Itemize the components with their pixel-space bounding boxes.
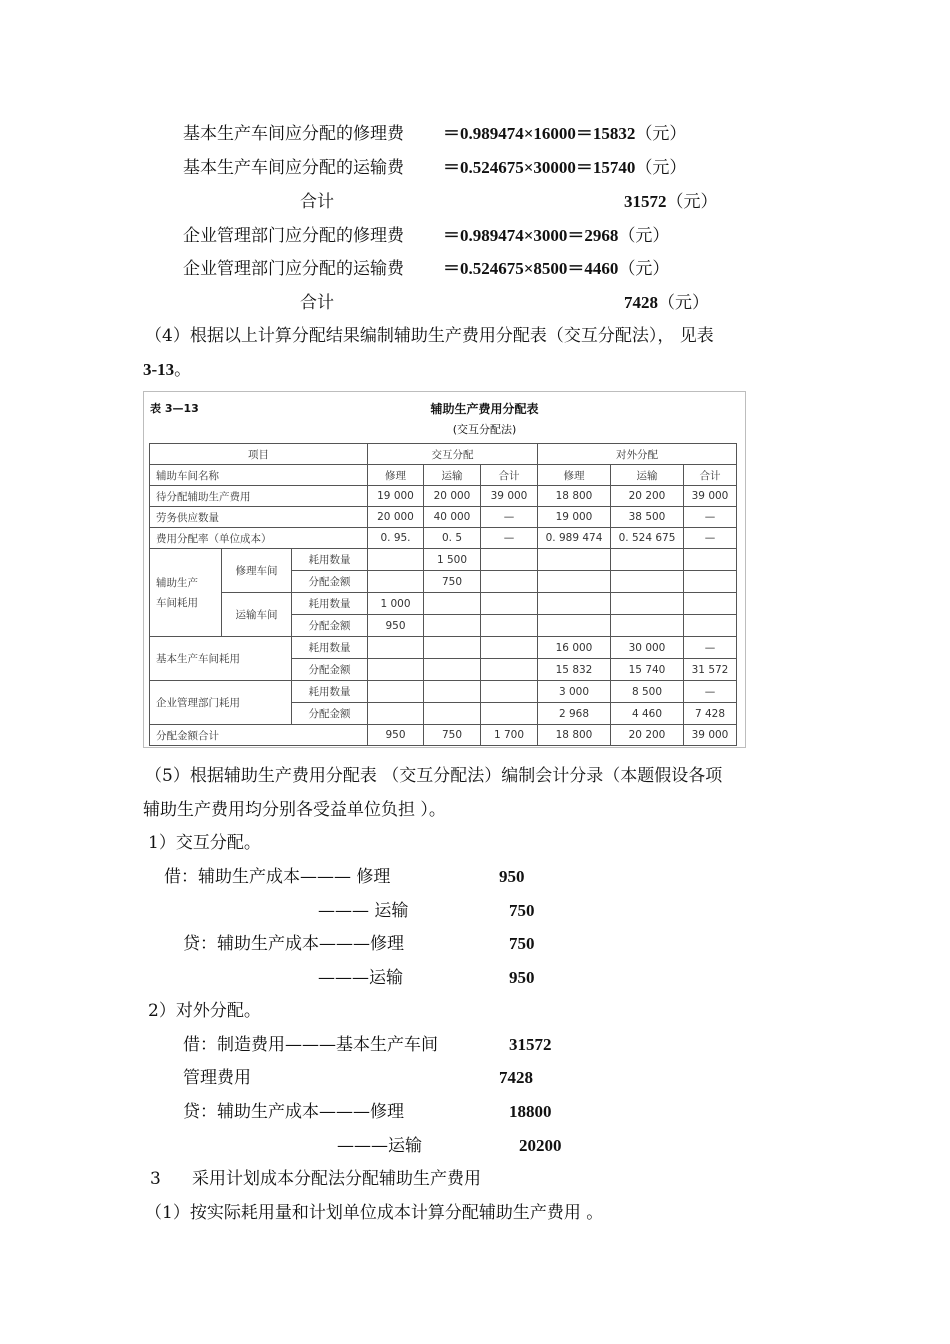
cell: 1 000 — [368, 593, 424, 615]
cell: 4 460 — [611, 703, 684, 725]
calc-line-4 — [183, 258, 670, 280]
col-transport: 运输 — [424, 465, 481, 486]
cell — [611, 549, 684, 571]
cell — [684, 593, 737, 615]
entry-debit-account: 借：制造费用———基本生产车间 — [183, 1035, 438, 1055]
header-item: 项目 — [150, 444, 368, 465]
cell: 39 000 — [481, 486, 538, 507]
para5-line-1: （5）根据辅助生产费用分配表 （交互分配法）编制会计分录（本题假设各项 — [145, 766, 723, 786]
calc-formula-line: ＝0.989474×3000＝2968（元） — [443, 226, 670, 246]
row-key: 耗用数量 — [292, 681, 368, 703]
group-transport-shop: 运输车间 — [222, 593, 292, 637]
row-label: 分配金额合计 — [150, 725, 368, 746]
section-3-number: 3 — [150, 1169, 161, 1189]
cell — [368, 681, 424, 703]
allocation-table-figure — [143, 391, 746, 748]
cell: 0. 5 — [424, 528, 481, 549]
row-key: 分配金额 — [292, 615, 368, 637]
cell — [424, 659, 481, 681]
cell: 18 800 — [538, 725, 611, 746]
cell: — — [684, 528, 737, 549]
group-admin: 企业管理部门耗用 — [150, 681, 292, 725]
table-label: 表 3—13 — [150, 402, 199, 415]
entry-amount: 18800 — [509, 1102, 552, 1121]
cell: 7 428 — [684, 703, 737, 725]
cell — [424, 681, 481, 703]
table-row — [150, 486, 737, 507]
cell: — — [481, 507, 538, 528]
cell: 31 572 — [684, 659, 737, 681]
para4-text: （4）根据以上计算分配结果编制辅助生产费用分配表（交互分配法）， 见表 — [145, 326, 714, 346]
section-3-sub-1: （1）按实际耗用量和计划单位成本计算分配辅助生产费用 。 — [145, 1203, 604, 1223]
section-3-title: 采用计划成本分配法分配辅助生产费用 — [192, 1169, 481, 1189]
cell: 2 968 — [538, 703, 611, 725]
group-basic: 基本生产车间耗用 — [150, 637, 292, 681]
entry-section-2-title: 2）对外分配。 — [148, 1001, 261, 1021]
entry-amount: 20200 — [519, 1136, 562, 1155]
cell — [611, 593, 684, 615]
cell — [481, 659, 538, 681]
entry-amount: 750 — [509, 934, 535, 953]
cell: 750 — [424, 725, 481, 746]
sum-value-1: 31572（元） — [624, 192, 718, 212]
row-label: 劳务供应数量 — [150, 507, 368, 528]
row-key: 耗用数量 — [292, 637, 368, 659]
cell: 1 700 — [481, 725, 538, 746]
cell: 39 000 — [684, 486, 737, 507]
cell — [481, 593, 538, 615]
cell: — — [684, 681, 737, 703]
cell — [611, 615, 684, 637]
entry-debit-account: 借：辅助生产成本——— 修理 — [164, 867, 391, 887]
cell — [684, 571, 737, 593]
table-row — [150, 549, 737, 571]
cell: 0. 524 675 — [611, 528, 684, 549]
table-total-row — [150, 725, 737, 746]
entry-amount: 950 — [509, 968, 535, 987]
cell: 20 200 — [611, 486, 684, 507]
calc-label: 基本生产车间应分配的修理费 — [183, 124, 404, 144]
table-row — [150, 465, 737, 486]
row-key: 分配金额 — [292, 571, 368, 593]
sum-value-2: 7428（元） — [624, 293, 709, 313]
col-repair: 修理 — [538, 465, 611, 486]
cell: 38 500 — [611, 507, 684, 528]
col-transport: 运输 — [611, 465, 684, 486]
row-key: 分配金额 — [292, 659, 368, 681]
cell — [481, 703, 538, 725]
cell: 15 832 — [538, 659, 611, 681]
cell: 8 500 — [611, 681, 684, 703]
cell: — — [481, 528, 538, 549]
table-row — [150, 593, 737, 615]
group-aux: 辅助生产 车间耗用 — [150, 549, 222, 637]
cell: 20 000 — [368, 507, 424, 528]
table-row — [150, 681, 737, 703]
cell — [538, 593, 611, 615]
row-key: 耗用数量 — [292, 593, 368, 615]
row-label: 待分配辅助生产费用 — [150, 486, 368, 507]
cell — [368, 571, 424, 593]
cell: 0. 989 474 — [538, 528, 611, 549]
calc-line-3 — [183, 225, 670, 247]
cell: — — [684, 637, 737, 659]
cell: 3 000 — [538, 681, 611, 703]
cell: 18 800 — [538, 486, 611, 507]
cell: 19 000 — [538, 507, 611, 528]
cell: 20 000 — [424, 486, 481, 507]
row-key: 耗用数量 — [292, 549, 368, 571]
calc-label: 企业管理部门应分配的修理费 — [183, 226, 404, 246]
calc-label: 基本生产车间应分配的运输费 — [183, 158, 404, 178]
table-header-row — [150, 444, 737, 465]
cell: 19 000 — [368, 486, 424, 507]
cell — [538, 615, 611, 637]
calc-line-1 — [183, 123, 687, 145]
cell — [481, 681, 538, 703]
cell — [538, 549, 611, 571]
cell — [424, 637, 481, 659]
entry-amount: 31572 — [509, 1035, 552, 1054]
cell — [368, 549, 424, 571]
cell: 40 000 — [424, 507, 481, 528]
cell: 950 — [368, 725, 424, 746]
allocation-table — [149, 443, 737, 746]
entry-credit-subaccount: ———运输 — [337, 1136, 422, 1156]
cell — [481, 571, 538, 593]
cell: 750 — [424, 571, 481, 593]
table-subtitle: (交互分配法) — [452, 423, 517, 436]
cell — [424, 703, 481, 725]
calc-formula-line: ＝0.524675×30000＝15740（元） — [443, 158, 687, 178]
cell — [481, 549, 538, 571]
cell: 16 000 — [538, 637, 611, 659]
cell — [424, 615, 481, 637]
col-repair: 修理 — [368, 465, 424, 486]
cell: 20 200 — [611, 725, 684, 746]
col-total: 合计 — [481, 465, 538, 486]
table-row — [150, 637, 737, 659]
entry-debit-subaccount: ——— 运输 — [318, 901, 409, 921]
entry-credit-subaccount: ———运输 — [318, 968, 403, 988]
cell — [368, 637, 424, 659]
cell: 1 500 — [424, 549, 481, 571]
cell — [684, 615, 737, 637]
row-label: 辅助车间名称 — [150, 465, 368, 486]
col-total: 合计 — [684, 465, 737, 486]
entry-credit-account: 贷：辅助生产成本———修理 — [183, 1102, 404, 1122]
group-repair-shop: 修理车间 — [222, 549, 292, 593]
cell — [481, 615, 538, 637]
cell: — — [684, 507, 737, 528]
header-external: 对外分配 — [538, 444, 737, 465]
entry-amount: 950 — [499, 867, 525, 886]
row-key: 分配金额 — [292, 703, 368, 725]
entry-amount: 7428 — [499, 1068, 533, 1087]
sum-label-2: 合计 — [300, 293, 334, 313]
cell — [368, 703, 424, 725]
cell: 30 000 — [611, 637, 684, 659]
calc-formula-line: ＝0.989474×16000＝15832（元） — [443, 124, 687, 144]
entry-credit-account: 贷：辅助生产成本———修理 — [183, 934, 404, 954]
cell — [538, 571, 611, 593]
calc-line-2 — [183, 157, 687, 179]
cell: 0. 95. — [368, 528, 424, 549]
cell — [481, 637, 538, 659]
para4-ref: 3-13。 — [143, 360, 192, 380]
cell — [684, 549, 737, 571]
entry-debit-account-2: 管理费用 — [183, 1068, 251, 1088]
entry-section-1-title: 1）交互分配。 — [148, 833, 261, 853]
cell — [424, 593, 481, 615]
table-title: 辅助生产费用分配表 — [430, 402, 539, 416]
row-label: 费用分配率（单位成本） — [150, 528, 368, 549]
cell: 950 — [368, 615, 424, 637]
cell — [611, 571, 684, 593]
para5-line-2: 辅助生产费用均分别各受益单位负担 ）。 — [143, 800, 446, 820]
cell: 15 740 — [611, 659, 684, 681]
table-row — [150, 528, 737, 549]
entry-amount: 750 — [509, 901, 535, 920]
table-row — [150, 507, 737, 528]
cell: 39 000 — [684, 725, 737, 746]
calc-formula-line: ＝0.524675×8500＝4460（元） — [443, 259, 670, 279]
sum-label-1: 合计 — [300, 192, 334, 212]
calc-label: 企业管理部门应分配的运输费 — [183, 259, 404, 279]
cell — [368, 659, 424, 681]
header-mutual: 交互分配 — [368, 444, 538, 465]
